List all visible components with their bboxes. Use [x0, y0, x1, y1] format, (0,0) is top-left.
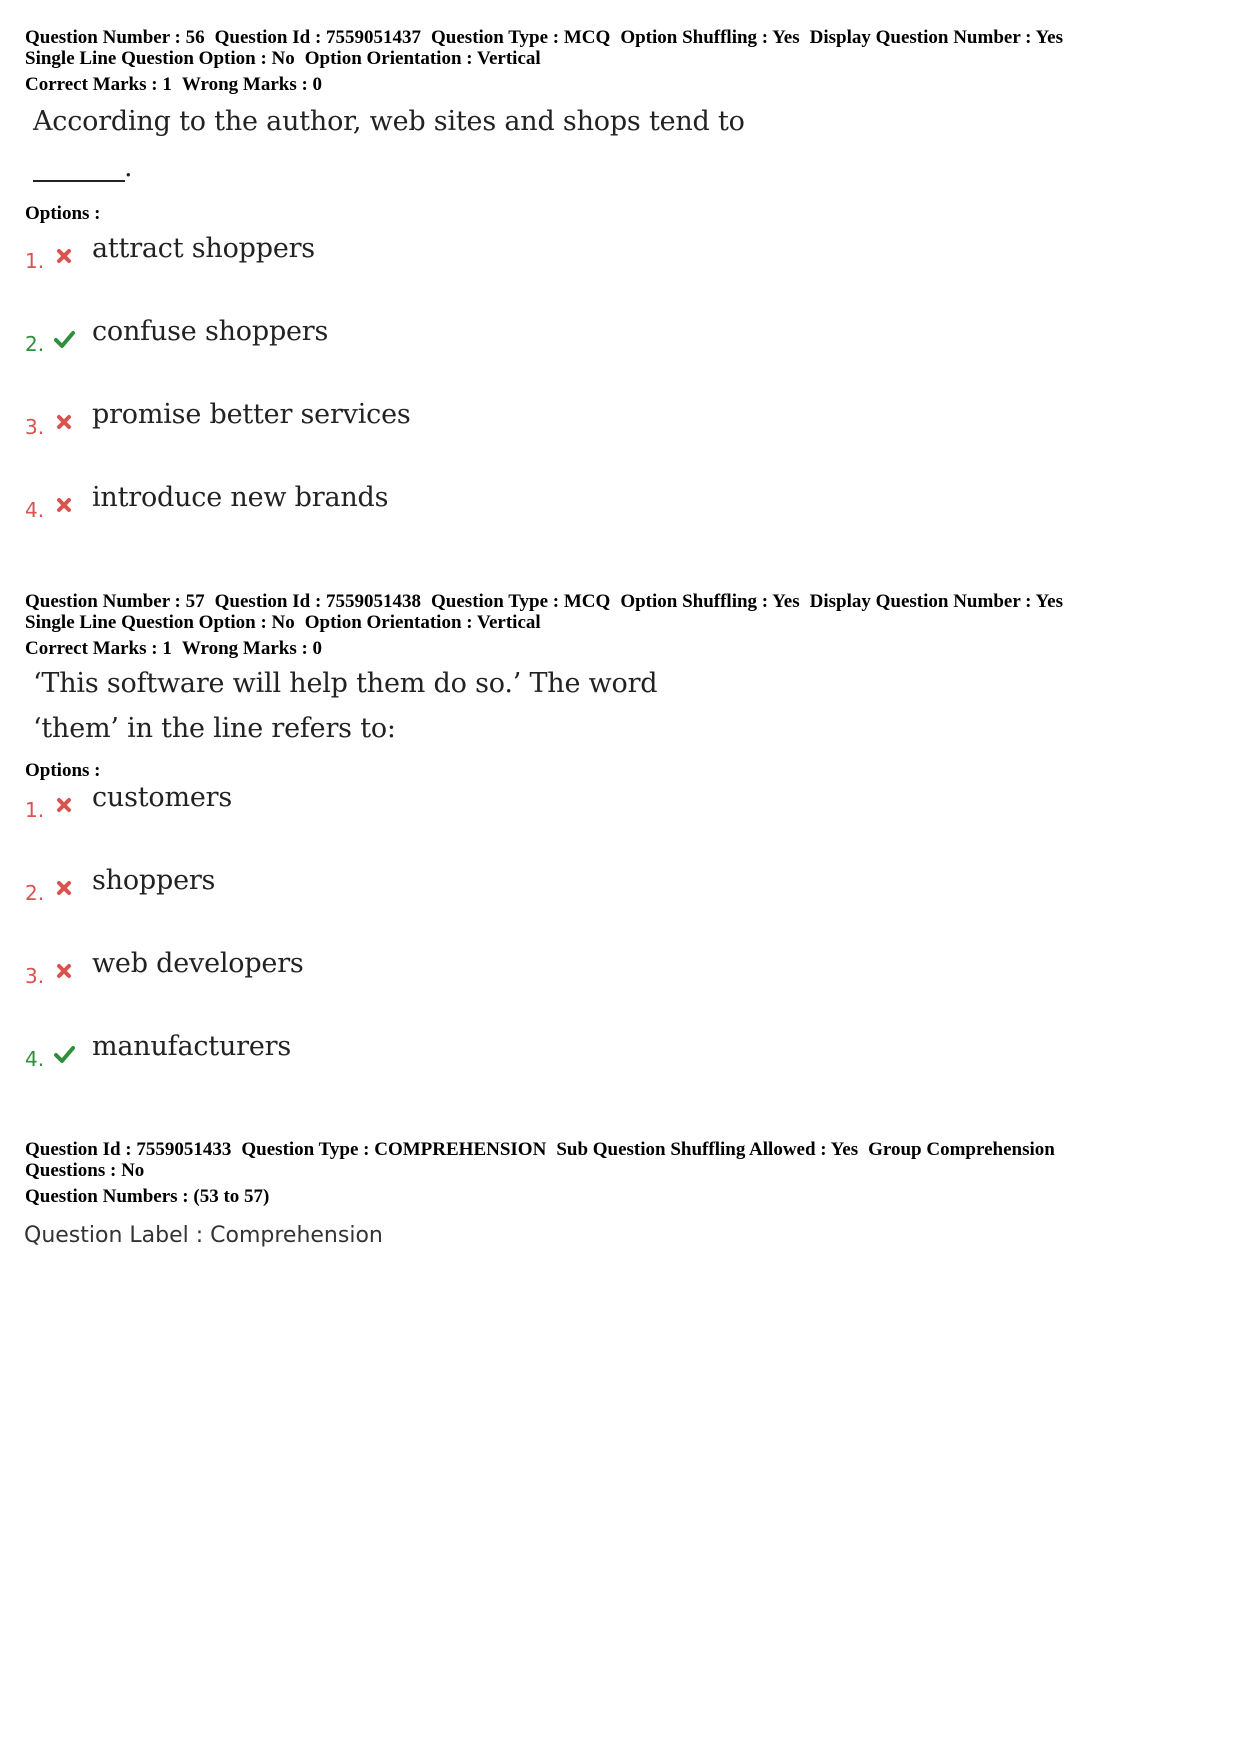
q56-marks: Correct Marks : 1 Wrong Marks : 0 — [25, 74, 323, 95]
comprehension-meta-line1: Question Id : 7559051433 Question Type : COMPREHENSION Sub Question Shuffling Allowed : Yes Group Comprehension — [25, 1139, 1055, 1160]
option-text: web developers — [92, 948, 304, 979]
q57-option-2[interactable] — [25, 865, 725, 905]
comprehension-question-numbers: Question Numbers : (53 to 57) — [25, 1186, 270, 1207]
option-number: 2. — [25, 881, 45, 905]
comprehension-meta-line2: Questions : No — [25, 1160, 145, 1181]
cross-icon — [53, 245, 75, 267]
q56-option-4[interactable] — [25, 482, 725, 522]
q57-meta — [25, 591, 1063, 659]
option-number: 4. — [25, 1047, 45, 1071]
q57-question-text-line2: ‘them’ in the line refers to: — [33, 713, 396, 744]
q57-option-3[interactable] — [25, 948, 725, 988]
q56-meta-line2: Single Line Question Option : No Option Orientation : Vertical — [25, 48, 541, 69]
q57-marks: Correct Marks : 1 Wrong Marks : 0 — [25, 638, 323, 659]
q57-option-4[interactable] — [25, 1031, 725, 1071]
q56-option-2[interactable] — [25, 316, 725, 356]
cross-icon — [53, 960, 75, 982]
q56-meta-line1: Question Number : 56 Question Id : 7559051437 Question Type : MCQ Option Shuffling : Yes Display Question Number : Yes — [25, 27, 1063, 48]
q57-question-text-line1: ‘This software will help them do so.’ The word — [33, 668, 658, 699]
q57-options-label: Options : — [25, 760, 101, 781]
option-number: 2. — [25, 332, 45, 356]
option-text: promise better services — [92, 399, 411, 430]
option-text: confuse shoppers — [92, 316, 329, 347]
q56-option-1[interactable] — [25, 233, 725, 273]
q57-meta-line1: Question Number : 57 Question Id : 7559051438 Question Type : MCQ Option Shuffling : Yes Display Question Number : Yes — [25, 591, 1063, 612]
comprehension-meta — [25, 1139, 1055, 1207]
option-number: 4. — [25, 498, 45, 522]
option-text: customers — [92, 782, 233, 813]
cross-icon — [53, 494, 75, 516]
cross-icon — [53, 877, 75, 899]
q56-meta — [25, 27, 1063, 95]
q57-meta-line2: Single Line Question Option : No Option Orientation : Vertical — [25, 612, 541, 633]
q56-blank-period: . — [124, 152, 133, 183]
option-text: manufacturers — [92, 1031, 291, 1062]
q56-answer-blank — [33, 180, 125, 182]
q56-options-label: Options : — [25, 203, 101, 224]
comprehension-question-label: Question Label : Comprehension — [24, 1223, 383, 1248]
option-text: attract shoppers — [92, 233, 315, 264]
check-icon — [51, 328, 77, 350]
q56-option-3[interactable] — [25, 399, 725, 439]
check-icon — [51, 1043, 77, 1065]
option-text: shoppers — [92, 865, 216, 896]
option-number: 1. — [25, 798, 45, 822]
cross-icon — [53, 794, 75, 816]
option-number: 1. — [25, 249, 45, 273]
option-text: introduce new brands — [92, 482, 389, 513]
q57-option-1[interactable] — [25, 782, 725, 822]
option-number: 3. — [25, 964, 45, 988]
q56-question-text: According to the author, web sites and shops tend to — [33, 106, 745, 137]
cross-icon — [53, 411, 75, 433]
option-number: 3. — [25, 415, 45, 439]
